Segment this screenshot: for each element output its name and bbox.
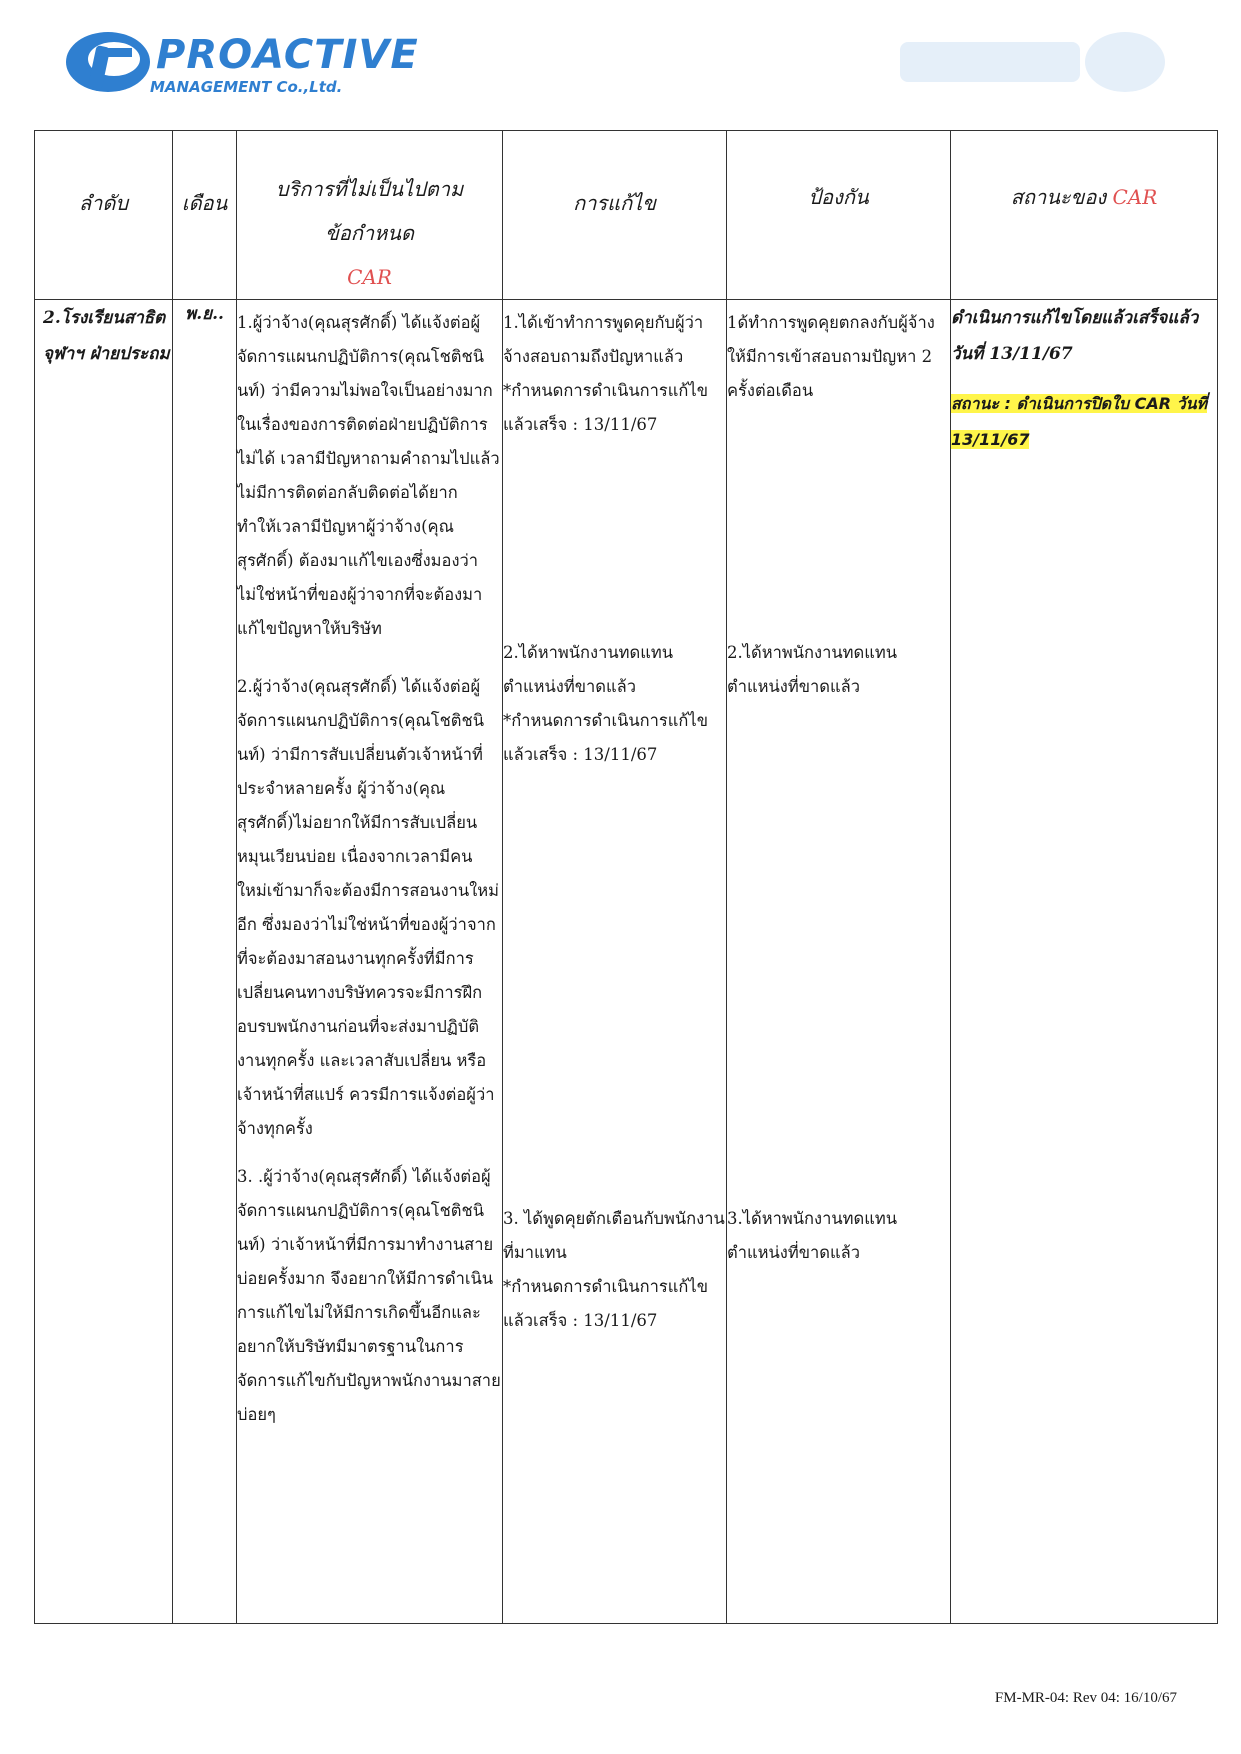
issue-item-3: 3. .ผู้ว่าจ้าง(คุณสุรศักดิ์) ได้แจ้งต่อผู้จัดการแผนกปฏิบัติการ(คุณโชติชนินท์) ว่าเจ้าหน้าที่มีการมาทำงานสายบ่อยครั้งมาก จึงอยากให้มีการดำเนินการแก้ไขไม่ให้มีการเกิดขึ้นอีกและอยากให้บริษัทมีมาตรฐานในการจัดการแก้ไขกับปัญหาพนักงานมาสายบ่อยๆ bbox=[237, 1167, 501, 1424]
header-row bbox=[35, 131, 1218, 300]
header-no: ลำดับ bbox=[35, 131, 173, 300]
header-prevent: ป้องกัน bbox=[727, 131, 951, 300]
header-issue bbox=[237, 131, 503, 300]
prevent-item-1: 1ด้ทำการพูดคุยตกลงกับผู้จ้างให้มีการเข้าสอบถามปัญหา 2 ครั้งต่อเดือน bbox=[727, 313, 935, 400]
header-issue-line2: ข้อกำหนด bbox=[325, 221, 414, 245]
company-logo bbox=[64, 26, 419, 106]
fix-item-2 bbox=[503, 636, 726, 1202]
fix-item-2-deadline: *กำหนดการดำเนินการแก้ไขแล้วเสร็จ : 13/11/67 bbox=[503, 711, 708, 764]
status-closed-badge bbox=[951, 386, 1217, 458]
header-status bbox=[951, 131, 1218, 300]
car-table bbox=[34, 130, 1218, 1624]
status-text: ดำเนินการแก้ไขโดยแล้วเสร็จแล้ว วันที่ 13/11/67 bbox=[951, 308, 1199, 364]
table-row bbox=[35, 300, 1218, 1624]
proactive-logo-icon bbox=[64, 26, 156, 96]
row-no-line1: 2.โรงเรียนสาธิต bbox=[43, 308, 166, 328]
row-month: พ.ย.. bbox=[173, 300, 237, 1624]
prevent-item-2: 2.ได้หาพนักงานทดแทนตำแหน่งที่ขาดแล้ว bbox=[727, 643, 898, 696]
fix-item-1 bbox=[503, 306, 726, 636]
row-status bbox=[951, 300, 1218, 1624]
issue-item-1: 1.ผู้ว่าจ้าง(คุณสุรศักดิ์) ได้แจ้งต่อผู้จัดการแผนกปฏิบัติการ(คุณโชติชนินท์) ว่ามีความไม่พอใจเป็นอย่างมากในเรื่องของการติดต่อฝ่ายปฏิบัติการไม่ได้ เวลามีปัญหาถามคำถามไปแล้วไม่มีการติดต่อกลับติดต่อได้ยาก ทำให้เวลามีปัญหาผู้ว่าจ้าง(คุณสุรศักดิ์) ต้องมาแก้ไขเองซึ่งมองว่าไม่ใช่หน้าที่ของผู้ว่าจากที่จะต้องมาแก้ไขปัญหาให้บริษัท bbox=[237, 313, 500, 638]
fix-item-1-text: 1.ได้เข้าทำการพูดคุยกับผู้ว่าจ้างสอบถามถึงปัญหาแล้ว bbox=[503, 313, 704, 366]
header-status-prefix: สถานะของ bbox=[1010, 185, 1107, 209]
header-status-car: CAR bbox=[1112, 185, 1158, 209]
fix-item-3-deadline: *กำหนดการดำเนินการแก้ไขแล้วเสร็จ : 13/11/67 bbox=[503, 1277, 708, 1330]
header-month: เดือน bbox=[173, 131, 237, 300]
status-closed-text: สถานะ : ดำเนินการปิดใบ CAR วันที่ 13/11/67 bbox=[951, 394, 1208, 449]
header-fix: การแก้ไข bbox=[503, 131, 727, 300]
fix-item-3-text: 3. ได้พูดคุยตักเตือนกับพนักงานที่มาแทน bbox=[503, 1209, 725, 1262]
issue-item-2: 2.ผู้ว่าจ้าง(คุณสุรศักดิ์) ได้แจ้งต่อผู้จัดการแผนกปฏิบัติการ(คุณโชติชนินท์) ว่ามีการสับเปลี่ยนตัวเจ้าหน้าที่ประจำหลายครั้ง ผู้ว่าจ้าง(คุณสุรศักดิ์)ไม่อยากให้มีการสับเปลี่ยนหมุนเวียนบ่อย เนื่องจากเวลามีคนใหม่เข้ามาก็จะต้องมีการสอนงานใหม่อีก ซึ่งมองว่าไม่ใช่หน้าที่ของผู้ว่าจากที่จะต้องมาสอนงานทุกครั้งที่มีการเปลี่ยนคนทางบริษัทควรจะมีการฝึกอบรบพนักงานก่อนที่จะส่งมาปฏิบัติงานทุกครั้ง และเวลาสับเปลี่ยน หรือเจ้าหน้าที่สแปร์ ควรมีการแจ้งต่อผู้ว่าจ้างทุกครั้ง bbox=[237, 677, 500, 1138]
logo-title: PROACTIVE bbox=[156, 32, 419, 78]
row-no bbox=[35, 300, 173, 1624]
row-issues bbox=[237, 300, 503, 1624]
fix-item-3 bbox=[503, 1202, 726, 1338]
fix-item-2-text: 2.ได้หาพนักงานทดแทนตำแหน่งที่ขาดแล้ว bbox=[503, 643, 674, 696]
form-code: FM-MR-04: Rev 04: 16/10/67 bbox=[994, 1690, 1177, 1706]
row-preventions bbox=[727, 300, 951, 1624]
header-issue-line1: บริการที่ไม่เป็นไปตาม bbox=[275, 177, 464, 201]
watermark-logo bbox=[890, 22, 1170, 102]
fix-item-1-deadline: *กำหนดการดำเนินการแก้ไขแล้วเสร็จ : 13/11/67 bbox=[503, 381, 708, 434]
header-issue-car: CAR bbox=[347, 265, 392, 289]
row-no-line2: จุฬาฯ ฝ่ายประถม bbox=[43, 344, 170, 364]
prevent-item-3: 3.ได้หาพนักงานทดแทนตำแหน่งที่ขาดแล้ว bbox=[727, 1209, 898, 1262]
row-fixes bbox=[503, 300, 727, 1624]
logo-subtitle: MANAGEMENT Co.,Ltd. bbox=[150, 78, 343, 96]
